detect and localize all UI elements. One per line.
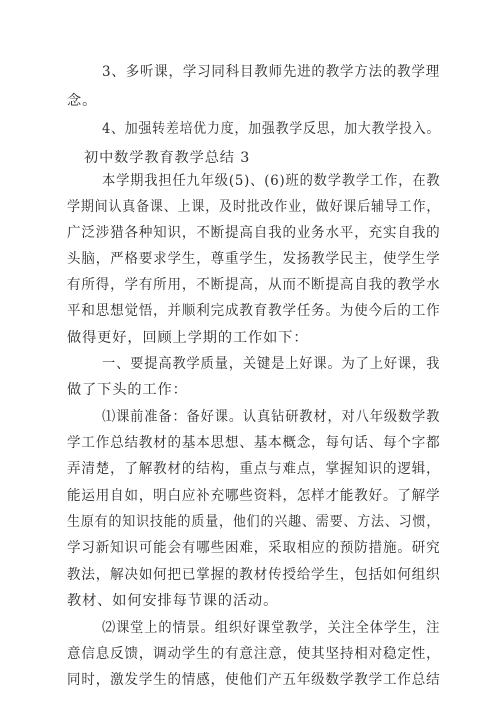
text-line: 同时，激发学生的情感，使他们产五年级数学教学工作总结 bbox=[67, 672, 441, 688]
text-line: 教法，解决如何把已掌握的教材传授给学生，包括如何组织 bbox=[67, 567, 441, 583]
text-line: 能运用自如，明白应补充哪些资料，怎样才能教好。了解学 bbox=[67, 488, 441, 504]
text-line: 广泛涉猎各种知识，不断提高自我的业务水平，充实自我的 bbox=[67, 225, 441, 241]
text-line: 平和思想觉悟，并顺利完成教育教学任务。为使今后的工作 bbox=[67, 303, 441, 319]
text-line: 做了下头的工作： bbox=[67, 382, 188, 398]
text-line: ⑵课堂上的情景。组织好课堂教学，关注全体学生，注 bbox=[102, 620, 441, 636]
text-line: 3、多听课，学习同科目教师先进的教学方法的教学理 bbox=[102, 64, 441, 80]
text-line: 念。 bbox=[67, 93, 98, 109]
text-line: 有所得，学有所用，不断提高，从而不断提高自我的教学水 bbox=[67, 277, 441, 293]
text-line: 弄清楚，了解教材的结构，重点与难点，掌握知识的逻辑， bbox=[67, 461, 441, 477]
text-line: 本学期我担任九年级(5)、(6)班的数学教学工作，在教 bbox=[102, 173, 441, 189]
text-line: 做得更好，回顾上学期的工作如下： bbox=[67, 330, 309, 346]
text-line: 意信息反馈，调动学生的有意注意，使其坚持相对稳定性， bbox=[67, 646, 441, 662]
text-line: ⑴课前准备：备好课。认真钻研教材，对八年级数学教 bbox=[102, 409, 441, 425]
text-line: 头脑，严格要求学生，尊重学生，发扬教学民主，使学生学 bbox=[67, 251, 441, 267]
text-line: 4、加强转差培优力度，加强教学反思，加大教学投入。 bbox=[102, 121, 441, 137]
text-line: 学期间认真备课、上课，及时批改作业，做好课后辅导工作， bbox=[67, 199, 441, 215]
text-line: 学工作总结教材的基本思想、基本概念，每句话、每个字都 bbox=[67, 435, 441, 451]
text-line: 学习新知识可能会有哪些困难，采取相应的预防措施。研究 bbox=[67, 540, 441, 556]
text-line: 教材、如何安排每节课的活动。 bbox=[67, 593, 279, 609]
text-line: 生原有的知识技能的质量，他们的兴趣、需要、方法、习惯， bbox=[67, 514, 441, 530]
text-line: 一、要提高教学质量，关键是上好课。为了上好课，我 bbox=[102, 356, 441, 372]
section-heading: 初中数学教育教学总结 3 bbox=[84, 150, 251, 166]
